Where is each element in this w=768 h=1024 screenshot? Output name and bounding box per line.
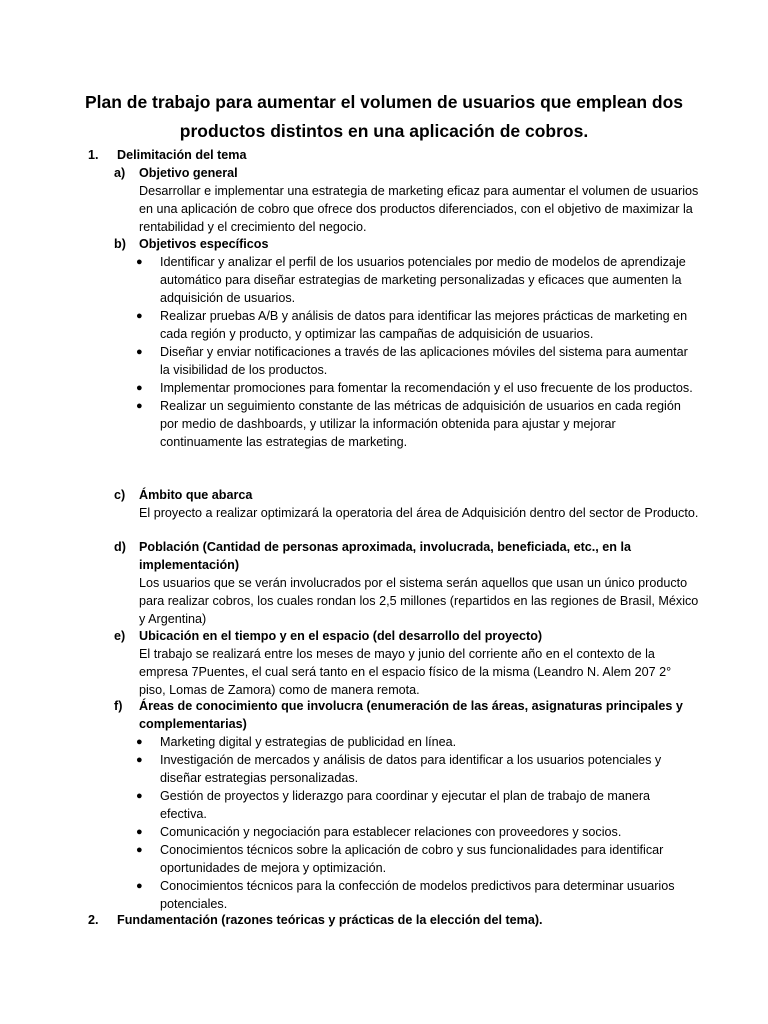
bullet-icon: ● <box>136 256 143 268</box>
item-heading: Fundamentación (razones teóricas y prácticas de la elección del tema). <box>117 913 543 927</box>
bullet-text: Identificar y analizar el perfil de los usuarios potenciales por medio de modelos de aprendizaje automático para diseñar estrategias de marketing personalizadas y eficaces que aumenten la adquisición de usuarios. <box>160 255 686 305</box>
bullet-text: Gestión de proyectos y liderazgo para coordinar y ejecutar el plan de trabajo de manera efectiva. <box>160 789 651 821</box>
page-title: Plan de trabajo para aumentar el volumen de usuarios que emplean dos productos distintos en una aplicación de cobros. <box>84 92 684 141</box>
bullet-icon: ● <box>136 346 143 358</box>
list-item <box>114 343 700 379</box>
bullet-icon: ● <box>136 754 143 766</box>
section-heading: Objetivos específicos <box>139 237 269 251</box>
section-areas-conocimiento <box>114 697 700 913</box>
item-number: 1. <box>88 148 99 162</box>
section-heading: Ubicación en el tiempo y en el espacio (del desarrollo del proyecto) <box>139 629 543 643</box>
bullet-text: Realizar un seguimiento constante de las métricas de adquisición de usuarios en cada región por medio de dashboards, y utilizar la información obtenida para ajustar y mejorar continuamente las estrategias de marketing. <box>160 399 681 449</box>
item-number: 2. <box>88 913 99 927</box>
bullet-icon: ● <box>136 880 143 892</box>
list-item <box>114 397 700 451</box>
section-poblacion <box>114 538 700 628</box>
list-item <box>114 253 700 307</box>
bullet-text: Marketing digital y estrategias de publicidad en línea. <box>160 735 457 749</box>
bullet-list <box>114 253 700 451</box>
bullet-icon: ● <box>136 736 143 748</box>
section-objetivos-especificos <box>114 235 700 451</box>
list-item <box>114 307 700 343</box>
list-item <box>114 751 700 787</box>
section-heading: Ámbito que abarca <box>139 488 253 502</box>
section-body: El proyecto a realizar optimizará la operatoria del área de Adquisición dentro del sector de Producto. <box>139 506 699 520</box>
bullet-list <box>114 733 700 913</box>
list-item <box>114 841 700 877</box>
section-body: Los usuarios que se verán involucrados por el sistema serán aquellos que usan un único producto para realizar cobros, los cuales rondan los 2,5 millones (repartidos en las regiones de Brasil, México y Argentina) <box>139 576 699 626</box>
list-item <box>114 379 700 397</box>
list-item <box>114 733 700 751</box>
section-label: d) <box>114 540 126 554</box>
section-heading: Objetivo general <box>139 166 238 180</box>
bullet-icon: ● <box>136 310 143 322</box>
bullet-text: Conocimientos técnicos para la confección de modelos predictivos para determinar usuarios potenciales. <box>160 879 675 911</box>
section-label: f) <box>114 699 123 713</box>
bullet-icon: ● <box>136 844 143 856</box>
section-body: El trabajo se realizará entre los meses de mayo y junio del corriente año en el contexto de la empresa 7Puentes, el cual será tanto en el espacio físico de la misma (Leandro N. Alem 207 2° piso, Lomas de Zamora) como de manera remota. <box>139 647 672 697</box>
bullet-text: Diseñar y enviar notificaciones a través de las aplicaciones móviles del sistema para aumentar la visibilidad de los productos. <box>160 345 688 377</box>
bullet-icon: ● <box>136 826 143 838</box>
bullet-icon: ● <box>136 382 143 394</box>
bullet-text: Investigación de mercados y análisis de datos para identificar a los usuarios potenciales y diseñar estrategias personalizadas. <box>160 753 662 785</box>
section-heading: Población (Cantidad de personas aproximada, involucrada, beneficiada, etc., en la implementación) <box>139 540 631 572</box>
item-heading: Delimitación del tema <box>117 148 247 162</box>
bullet-text: Comunicación y negociación para establecer relaciones con proveedores y socios. <box>160 825 622 839</box>
section-ambito <box>114 486 700 522</box>
section-ubicacion <box>114 627 700 699</box>
bullet-icon: ● <box>136 400 143 412</box>
bullet-text: Conocimientos técnicos sobre la aplicación de cobro y sus funcionalidades para identificar oportunidades de mejora y optimización. <box>160 843 664 875</box>
section-label: a) <box>114 166 126 180</box>
section-heading: Áreas de conocimiento que involucra (enumeración de las áreas, asignaturas principales y complementarias) <box>139 699 683 731</box>
section-label: e) <box>114 629 126 643</box>
section-label: b) <box>114 237 126 251</box>
list-item <box>114 877 700 913</box>
bullet-text: Realizar pruebas A/B y análisis de datos para identificar las mejores prácticas de marketing en cada región y producto, y optimizar las campañas de adquisición de usuarios. <box>160 309 688 341</box>
section-body: Desarrollar e implementar una estrategia de marketing eficaz para aumentar el volumen de usuarios en una aplicación de cobro que ofrece dos productos diferenciados, con el objetivo de maximizar la rentabilidad y el crecimiento del negocio. <box>139 184 699 234</box>
section-objetivo-general <box>114 164 700 236</box>
bullet-icon: ● <box>136 790 143 802</box>
list-item <box>114 787 700 823</box>
list-item <box>114 823 700 841</box>
section-label: c) <box>114 488 126 502</box>
bullet-text: Implementar promociones para fomentar la recomendación y el uso frecuente de los productos. <box>160 381 693 395</box>
